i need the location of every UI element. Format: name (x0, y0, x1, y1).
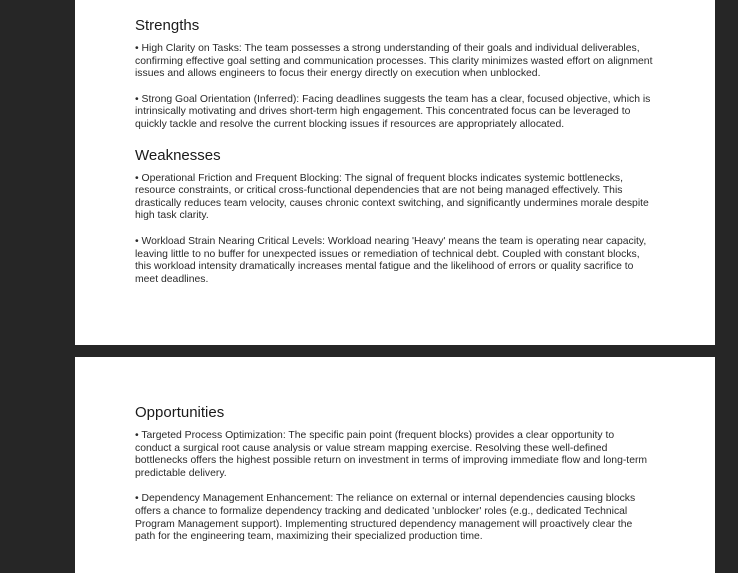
bullet-workload-strain: • Workload Strain Nearing Critical Levels: Workload nearing 'Heavy' means the team is operating near capacity, leaving little to no buffer for unexpected issues or remediation of technical debt. Coupled with constant blocks, this workload intensity dramatically increases mental fatigue and the likelihood of errors or quality sacrifice to meet deadlines. (135, 235, 647, 285)
section-weaknesses (135, 146, 653, 287)
bullet-dependency-management: • Dependency Management Enhancement: The reliance on external or internal dependencies causing blocks offers a chance to formalize dependency tracking and dedicated 'unblocker' roles (e.g., dedicated Technical Program Management support). Implementing structured dependency management will proactively clear the path for the engineering team, maximizing their specialized production time. (135, 493, 636, 543)
section-heading-weaknesses: Weaknesses (135, 146, 221, 164)
section-opportunities (135, 403, 653, 544)
bullet-process-optimization: • Targeted Process Optimization: The specific pain point (frequent blocks) provides a clear opportunity to conduct a surgical root cause analysis or value stream mapping exercise. Resolving these well-defined bottlenecks offers the highest possible return on investment in terms of improving immediate flow and long-term predictable delivery. (135, 430, 648, 479)
section-heading-opportunities: Opportunities (135, 404, 225, 421)
document-page-2 (75, 357, 715, 573)
bullet-operational-friction: • Operational Friction and Frequent Blocking: The signal of frequent blocks indicates systemic bottlenecks, resource constraints, or critical cross-functional dependencies that are not being managed effectively. This drastically reduces team velocity, causes chronic context switching, and significantly undermines morale despite high task clarity. (135, 172, 649, 222)
document-page-1 (75, 0, 715, 345)
section-heading-strengths: Strengths (135, 17, 200, 34)
bullet-goal-orientation: • Strong Goal Orientation (Inferred): Facing deadlines suggests the team has a clear, focused objective, which is intrinsically motivating and drives short-term high engagement. This concentrated focus can be leveraged to quickly tackle and resolve the current blocking issues if resources are appropriately allocated. (135, 93, 651, 130)
section-strengths (135, 16, 653, 132)
bullet-high-clarity: • High Clarity on Tasks: The team possesses a strong understanding of their goals and individual deliverables, confirming effective goal setting and communication processes. This clarity minimizes wasted effort on alignment issues and allows engineers to focus their energy directly on execution when unblocked. (135, 43, 653, 80)
